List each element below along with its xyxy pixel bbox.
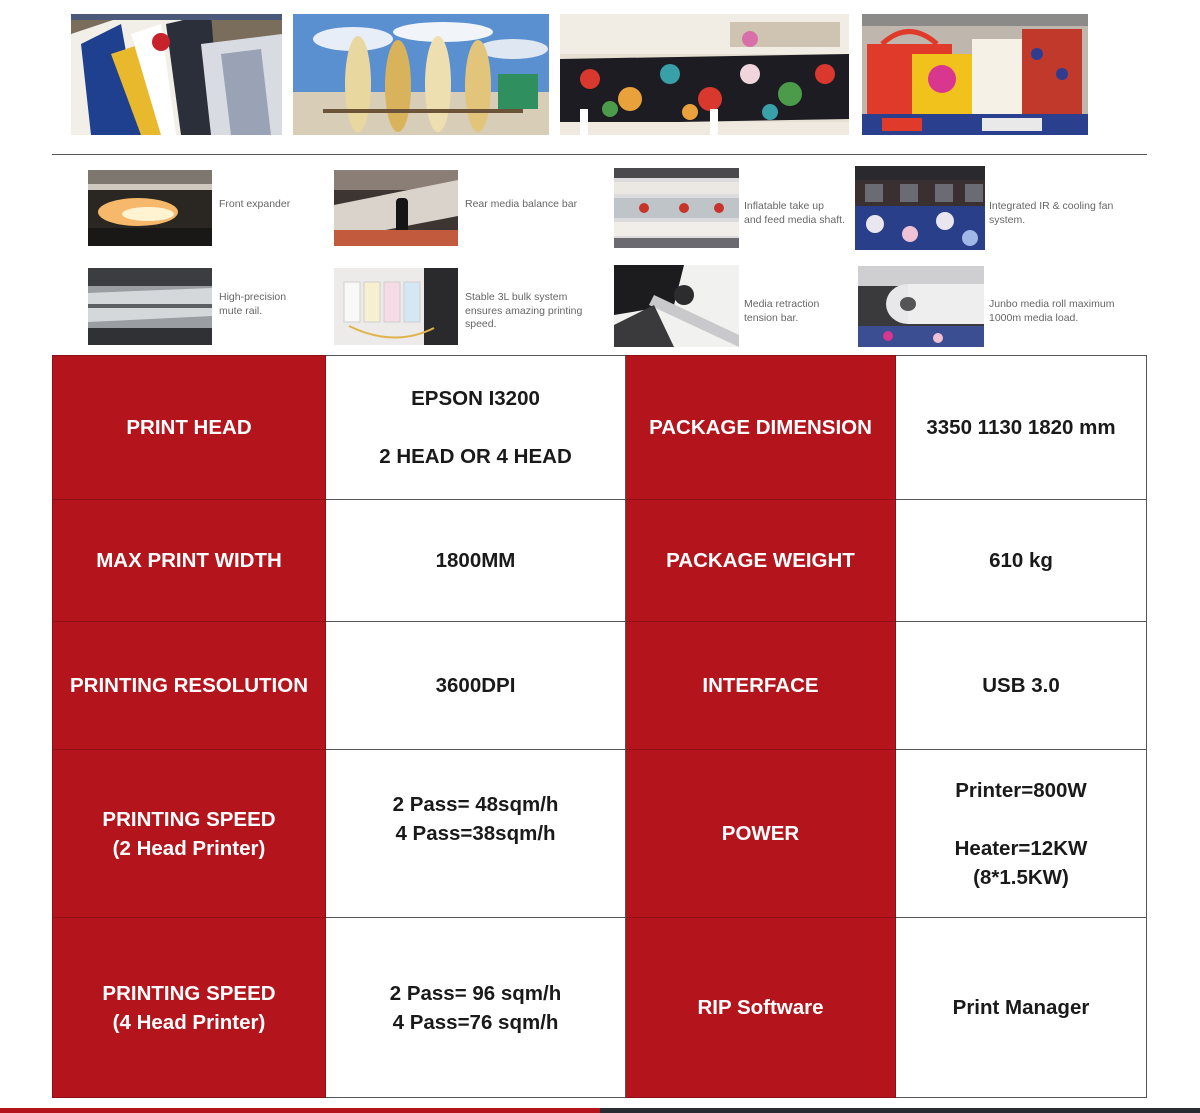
media-roll-photo	[858, 266, 984, 347]
footer-bar-red	[0, 1108, 600, 1113]
table-row	[53, 918, 1147, 1098]
tablecloth-photo	[560, 14, 849, 135]
spec-value: Printer=800W Heater=12KW (8*1.5KW)	[896, 750, 1147, 918]
table-row	[53, 500, 1147, 622]
spec-value: EPSON I3200 2 HEAD OR 4 HEAD	[326, 356, 626, 500]
table-row	[53, 750, 1147, 918]
surfboards-photo	[293, 14, 549, 135]
spec-label: MAX PRINT WIDTH	[53, 500, 326, 622]
spec-value: 1800MM	[326, 500, 626, 622]
feature-label: Integrated IR & cooling fan system.	[989, 200, 1114, 226]
table-row	[53, 622, 1147, 750]
spec-label: PRINTING SPEED (2 Head Printer)	[53, 750, 326, 918]
bulk-ink-system-photo	[334, 268, 458, 345]
spec-value: 2 Pass= 48sqm/h 4 Pass=38sqm/h	[326, 750, 626, 918]
retraction-tension-bar-photo	[614, 265, 739, 347]
sportswear-photo	[71, 14, 282, 135]
feature-label: Junbo media roll maximum 1000m media load.	[989, 298, 1115, 324]
bags-photo	[862, 14, 1088, 135]
feature-label: Front expander	[219, 198, 291, 210]
spec-value: 3600DPI	[326, 622, 626, 750]
spec-label: PACKAGE WEIGHT	[626, 500, 896, 622]
spec-label: PRINTING RESOLUTION	[53, 622, 326, 750]
spec-value: 610 kg	[896, 500, 1147, 622]
mute-rail-photo	[88, 268, 212, 345]
feature-label: Rear media balance bar	[465, 198, 578, 210]
spec-table	[52, 355, 1147, 1098]
ir-cooling-fan-photo	[855, 166, 985, 250]
spec-value: Print Manager	[896, 918, 1147, 1098]
spec-label: PACKAGE DIMENSION	[626, 356, 896, 500]
section-divider	[52, 154, 1147, 155]
rear-balance-bar-photo	[334, 170, 458, 246]
inflatable-shaft-photo	[614, 168, 739, 248]
feature-label: Media retraction tension bar.	[744, 298, 820, 324]
spec-label: RIP Software	[626, 918, 896, 1098]
front-expander-photo	[88, 170, 212, 246]
spec-label: POWER	[626, 750, 896, 918]
footer-bar-dark	[600, 1108, 1200, 1113]
spec-value: 2 Pass= 96 sqm/h 4 Pass=76 sqm/h	[326, 918, 626, 1098]
spec-label: PRINT HEAD	[53, 356, 326, 500]
feature-label: High-precision mute rail.	[219, 291, 287, 317]
table-row	[53, 356, 1147, 500]
feature-label: Stable 3L bulk system ensures amazing printing speed.	[465, 291, 583, 330]
spec-value: USB 3.0	[896, 622, 1147, 750]
feature-label: Inflatable take up and feed media shaft.	[744, 200, 845, 226]
spec-label: PRINTING SPEED (4 Head Printer)	[53, 918, 326, 1098]
spec-label: INTERFACE	[626, 622, 896, 750]
spec-value: 3350 1130 1820 mm	[896, 356, 1147, 500]
